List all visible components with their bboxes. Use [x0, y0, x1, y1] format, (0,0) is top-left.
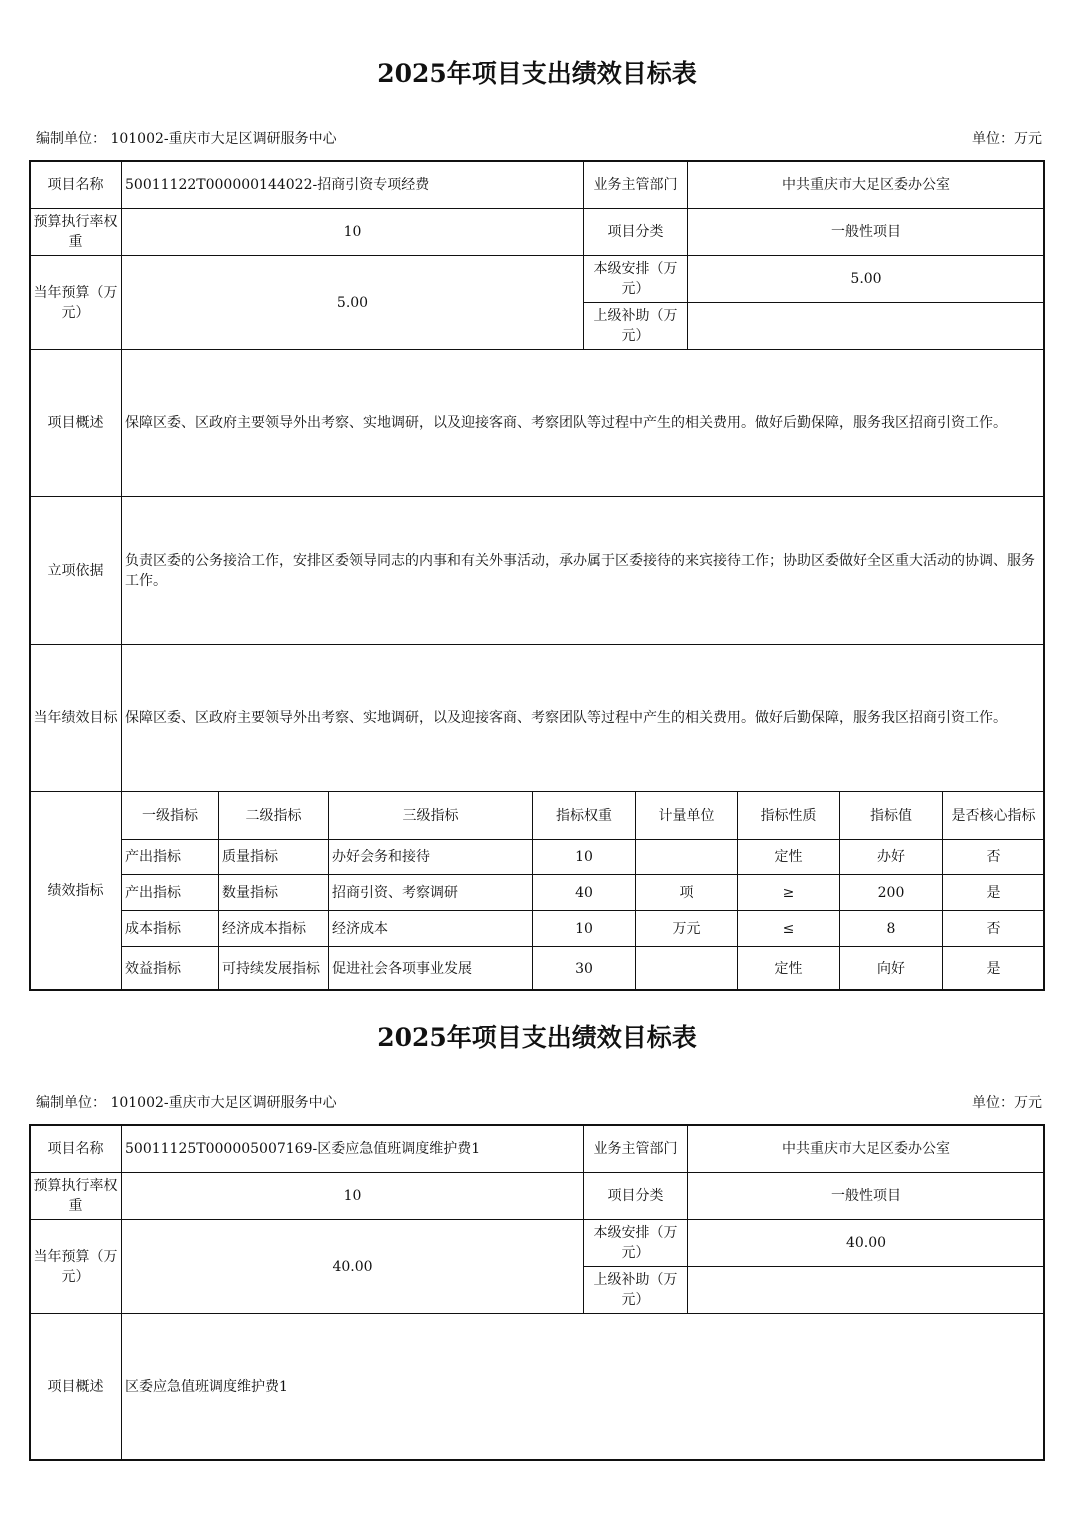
- perf-cell: 项: [635, 874, 738, 911]
- perf-cell: 万元: [635, 910, 738, 947]
- label-dept: 业务主管部门: [583, 1124, 688, 1173]
- perf-cell: 数量指标: [218, 874, 329, 911]
- perf-header: 指标权重: [532, 791, 636, 840]
- perf-header: 三级指标: [328, 791, 533, 840]
- label-goal: 当年绩效目标: [29, 644, 122, 792]
- label-category: 项目分类: [583, 1172, 688, 1220]
- perf-cell: 招商引资、考察调研: [328, 874, 533, 911]
- dept-value: 中共重庆市大足区委办公室: [687, 160, 1045, 209]
- label-overview: 项目概述: [29, 1313, 122, 1461]
- goal-value: 保障区委、区政府主要领导外出考察、实地调研，以及迎接客商、考察团队等过程中产生的相关费用。做好后勤保障，服务我区招商引资工作。: [121, 644, 1045, 792]
- perf-cell: 成本指标: [121, 910, 219, 947]
- perf-cell: 40: [532, 874, 636, 911]
- perf-cell: 效益指标: [121, 946, 219, 991]
- label-overview: 项目概述: [29, 349, 122, 497]
- label-local: 本级安排（万元）: [583, 255, 688, 303]
- perf-cell: [635, 839, 738, 875]
- perf-cell: 10: [532, 839, 636, 875]
- perf-header: 一级指标: [121, 791, 219, 840]
- perf-header: 指标性质: [737, 791, 840, 840]
- label-upper: 上级补助（万元）: [583, 1266, 688, 1314]
- perf-cell: [635, 946, 738, 991]
- perf-cell: ≤: [737, 910, 840, 947]
- upper-value: [687, 302, 1045, 350]
- label-perf: 绩效指标: [29, 791, 122, 991]
- perf-header: 计量单位: [635, 791, 738, 840]
- category-value: 一般性项目: [687, 208, 1045, 256]
- perf-cell: 否: [942, 839, 1045, 875]
- doc-title: 2025年项目支出绩效目标表: [377, 59, 697, 88]
- currency-unit: 单位：万元: [972, 131, 1042, 147]
- perf-cell: 产出指标: [121, 874, 219, 911]
- doc-title: 2025年项目支出绩效目标表: [377, 1023, 697, 1052]
- project-name-value: 50011125T000005007169-区委应急值班调度维护费1: [121, 1124, 584, 1173]
- budget-value: 5.00: [121, 255, 584, 350]
- compiling-unit: 编制单位： 101002-重庆市大足区调研服务中心: [36, 131, 337, 147]
- perf-cell: 向好: [839, 946, 943, 991]
- perf-cell: 定性: [737, 946, 840, 991]
- label-dept: 业务主管部门: [583, 160, 688, 209]
- label-exec-weight: 预算执行率权重: [29, 1172, 122, 1220]
- label-budget: 当年预算（万元）: [29, 1219, 122, 1314]
- perf-cell: 否: [942, 910, 1045, 947]
- dept-value: 中共重庆市大足区委办公室: [687, 1124, 1045, 1173]
- upper-value: [687, 1266, 1045, 1314]
- basis-value: 负责区委的公务接洽工作，安排区委领导同志的内事和有关外事活动，承办属于区委接待的来宾接待工作；协助区委做好全区重大活动的协调、服务工作。: [121, 496, 1045, 645]
- perf-header: 二级指标: [218, 791, 329, 840]
- label-category: 项目分类: [583, 208, 688, 256]
- perf-cell: 办好: [839, 839, 943, 875]
- perf-cell: 是: [942, 874, 1045, 911]
- perf-cell: 可持续发展指标: [218, 946, 329, 991]
- overview-value: 区委应急值班调度维护费1: [121, 1313, 1045, 1461]
- perf-cell: 办好会务和接待: [328, 839, 533, 875]
- budget-value: 40.00: [121, 1219, 584, 1314]
- category-value: 一般性项目: [687, 1172, 1045, 1220]
- perf-cell: 8: [839, 910, 943, 947]
- exec-weight-value: 10: [121, 1172, 584, 1220]
- perf-cell: 经济成本: [328, 910, 533, 947]
- compiling-unit: 编制单位： 101002-重庆市大足区调研服务中心: [36, 1095, 337, 1111]
- perf-cell: 30: [532, 946, 636, 991]
- perf-cell: 10: [532, 910, 636, 947]
- label-local: 本级安排（万元）: [583, 1219, 688, 1267]
- overview-value: 保障区委、区政府主要领导外出考察、实地调研，以及迎接客商、考察团队等过程中产生的相关费用。做好后勤保障，服务我区招商引资工作。: [121, 349, 1045, 497]
- project-name-value: 50011122T000000144022-招商引资专项经费: [121, 160, 584, 209]
- label-upper: 上级补助（万元）: [583, 302, 688, 350]
- perf-cell: 定性: [737, 839, 840, 875]
- perf-cell: 促进社会各项事业发展: [328, 946, 533, 991]
- exec-weight-value: 10: [121, 208, 584, 256]
- perf-cell: 经济成本指标: [218, 910, 329, 947]
- local-value: 40.00: [687, 1219, 1045, 1267]
- perf-header: 是否核心指标: [942, 791, 1045, 840]
- label-project-name: 项目名称: [29, 160, 122, 209]
- label-budget: 当年预算（万元）: [29, 255, 122, 350]
- currency-unit: 单位：万元: [972, 1095, 1042, 1111]
- local-value: 5.00: [687, 255, 1045, 303]
- perf-cell: 是: [942, 946, 1045, 991]
- perf-header: 指标值: [839, 791, 943, 840]
- perf-cell: 200: [839, 874, 943, 911]
- perf-cell: ≥: [737, 874, 840, 911]
- label-exec-weight: 预算执行率权重: [29, 208, 122, 256]
- label-basis: 立项依据: [29, 496, 122, 645]
- perf-cell: 产出指标: [121, 839, 219, 875]
- label-project-name: 项目名称: [29, 1124, 122, 1173]
- perf-cell: 质量指标: [218, 839, 329, 875]
